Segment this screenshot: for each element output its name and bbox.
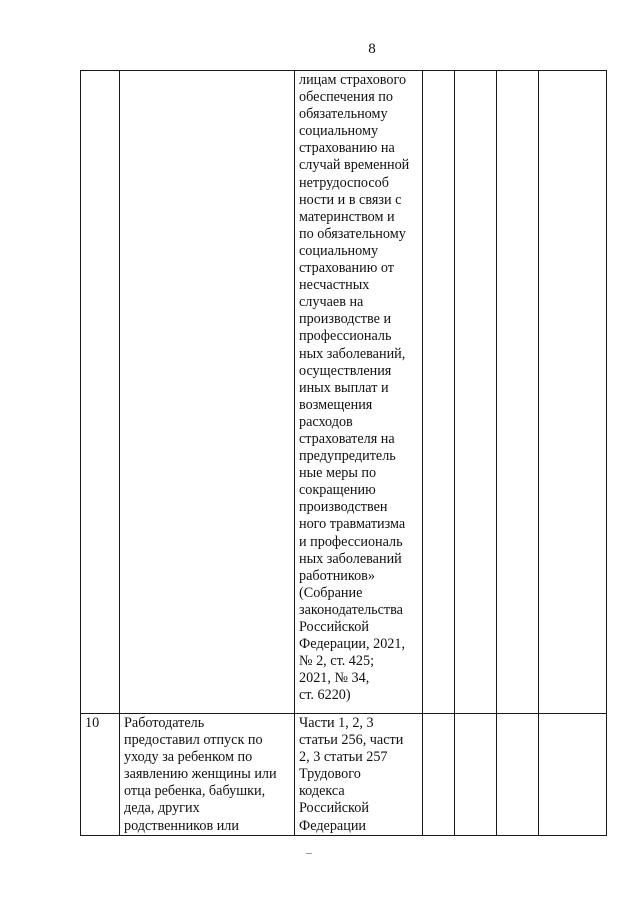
page-number: 8 [368, 41, 376, 57]
requirement-cell [120, 714, 295, 836]
answer-cell-na [497, 714, 539, 836]
row-number-cell [81, 71, 120, 714]
requirement-text: Работодатель предоставил отпуск по уходу за ребенком по заявлению женщины или отца ребенка, бабушки, деда, других родственников или [124, 715, 277, 834]
notes-cell [539, 714, 607, 836]
answer-cell-no [455, 71, 497, 714]
answer-cell-na [497, 71, 539, 714]
scan-speck [306, 853, 312, 854]
legal-basis-text: лицам страхового обеспечения по обязательному социальному страхованию на случай временной нетрудоспособ ности и в связи с материнством и по обязательному социальному страхованию от несчастных случаев на производстве и профессиональ ных заболеваний, осуществления иных выплат и возмещения расходов страхователя на предупредитель ные меры по сокращению производствен ного травматизма и профессиональ ных заболеваний работников» (Собрание законодательства Российской Федерации, 2021, № 2, ст. 425; 2021, № 34, ст. 6220) [299, 72, 410, 704]
answer-cell-yes [423, 714, 455, 836]
notes-cell [539, 71, 607, 714]
table-row [81, 71, 607, 714]
legal-basis-text: Части 1, 2, 3 статьи 256, части 2, 3 статьи 257 Трудового кодекса Российской Федерации [299, 715, 404, 834]
table-row [81, 714, 607, 836]
answer-cell-no [455, 714, 497, 836]
requirement-cell [120, 71, 295, 714]
checklist-table [80, 70, 607, 836]
row-number-cell [81, 714, 120, 836]
answer-cell-yes [423, 71, 455, 714]
legal-basis-cell [295, 71, 423, 714]
legal-basis-cell [295, 714, 423, 836]
row-number: 10 [85, 715, 100, 731]
